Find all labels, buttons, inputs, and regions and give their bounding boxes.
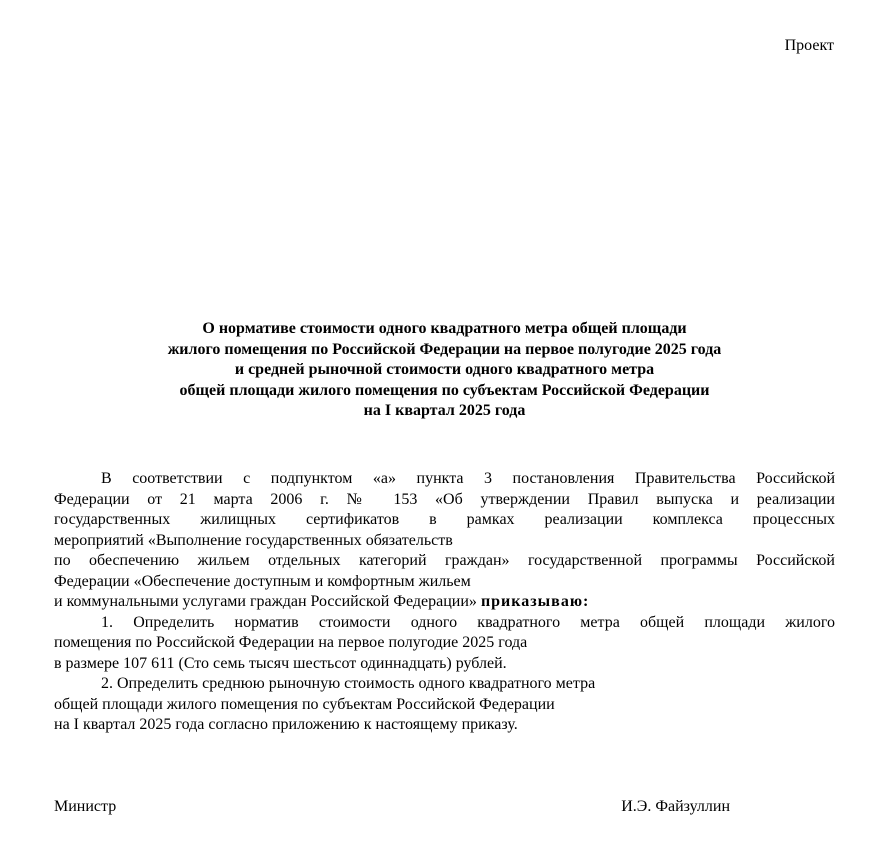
title-line: О нормативе стоимости одного квадратного метра общей площади bbox=[202, 320, 687, 337]
document-body bbox=[54, 469, 835, 736]
paragraph1-last-line bbox=[54, 592, 835, 613]
paragraph1-line: и коммунальными услугами граждан Российской Федерации» bbox=[54, 593, 477, 610]
document-title bbox=[54, 319, 835, 422]
paragraph1-line: государственных жилищных сертификатов в рамках реализации комплекса процессных bbox=[54, 511, 835, 528]
signature-name: И.Э. Файзуллин bbox=[621, 798, 730, 815]
item1-line: помещения по Российской Федерации на первое полугодие 2025 года bbox=[54, 634, 528, 651]
title-line: общей площади жилого помещения по субъектам Российской Федерации bbox=[179, 381, 710, 399]
paragraph1-line: Федерации от 21 марта 2006 г. № 153 «Об утверждении Правил выпуска и реализации bbox=[54, 490, 835, 508]
title-line: на I квартал 2025 года bbox=[363, 402, 526, 419]
item2-line: на I квартал 2025 года согласно приложению к настоящему приказу. bbox=[54, 716, 518, 733]
paragraph1-line: мероприятий «Выполнение государственных обязательств bbox=[54, 531, 453, 549]
draft-stamp: Проект bbox=[784, 37, 834, 54]
signature-role: Министр bbox=[54, 798, 117, 815]
paragraph1-line: Федерации «Обеспечение доступным и комфортным жильем bbox=[54, 572, 471, 590]
paragraph1-line: В соответствии с подпунктом «а» пункта 3 постановления Правительства Российской bbox=[101, 470, 835, 487]
title-line: и средней рыночной стоимости одного квадратного метра bbox=[234, 361, 655, 378]
item2-line: 2. Определить среднюю рыночную стоимость одного квадратного метра bbox=[101, 675, 596, 692]
title-line: жилого помещения по Российской Федерации на первое полугодие 2025 года bbox=[167, 340, 722, 358]
item2-line: общей площади жилого помещения по субъектам Российской Федерации bbox=[54, 695, 555, 713]
item1-line: 1. Определить норматив стоимости одного квадратного метра общей площади жилого bbox=[101, 613, 835, 631]
order-word: приказываю: bbox=[480, 593, 590, 610]
item1-line: в размере 107 611 (Сто семь тысяч шестьсот одиннадцать) рублей. bbox=[54, 654, 507, 672]
paragraph1-line: по обеспечению жильем отдельных категорий граждан» государственной программы Российской bbox=[54, 552, 835, 569]
